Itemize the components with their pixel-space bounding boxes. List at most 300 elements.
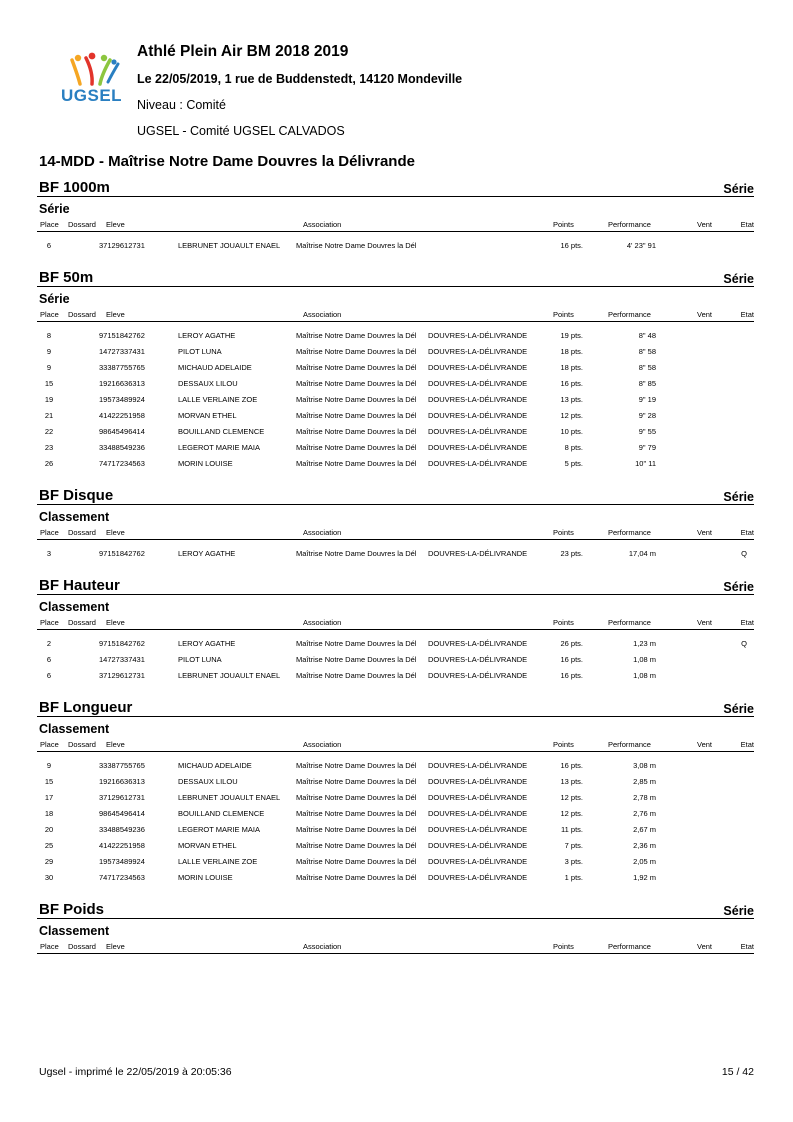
result-row	[37, 328, 754, 344]
cell-vent	[656, 424, 709, 440]
cell-vent	[656, 456, 709, 472]
cell-city: DOUVRES-LA-DÉLIVRANDE	[428, 639, 528, 648]
cell-city: DOUVRES-LA-DÉLIVRANDE	[428, 347, 528, 356]
cell-assoc: Maîtrise Notre Dame Douvres la Dél	[296, 857, 417, 866]
event-name: BF 1000m	[39, 179, 110, 196]
cell-city: DOUVRES-LA-DÉLIVRANDE	[428, 873, 528, 882]
column-header-performance: Performance	[608, 220, 651, 229]
cell-name: LEROY AGATHE	[178, 639, 236, 648]
cell-name: PILOT LUNA	[178, 347, 222, 356]
cell-place: 6	[46, 241, 52, 250]
cell-name: DESSAUX LILOU	[178, 379, 238, 388]
event-section	[37, 897, 754, 954]
event-name: BF Disque	[39, 487, 114, 504]
cell-vent	[656, 546, 709, 562]
cell-perf: 17,04 m	[628, 549, 656, 558]
cell-points: 16 pts.	[560, 655, 583, 664]
event-type: Série	[723, 580, 754, 594]
column-header-etat: Etat	[740, 528, 754, 537]
cell-vent	[656, 854, 709, 870]
cell-name: LEGEROT MARIE MAIA	[178, 443, 260, 452]
cell-dossard	[61, 790, 99, 806]
cell-city: DOUVRES-LA-DÉLIVRANDE	[428, 443, 528, 452]
cell-city: DOUVRES-LA-DÉLIVRANDE	[428, 379, 528, 388]
cell-place: 22	[44, 427, 54, 436]
result-row	[37, 652, 754, 668]
cell-dossard	[61, 668, 99, 684]
result-row	[37, 456, 754, 472]
column-header-vent: Vent	[697, 740, 713, 749]
competition-title: Athlé Plein Air BM 2018 2019	[137, 43, 349, 60]
event-section	[37, 483, 754, 562]
cell-city: DOUVRES-LA-DÉLIVRANDE	[428, 411, 528, 420]
column-header-eleve: Eleve	[106, 310, 125, 319]
column-header-dossard: Dossard	[68, 528, 96, 537]
page-header	[0, 0, 793, 150]
event-header	[37, 573, 754, 595]
cell-name: LEROY AGATHE	[178, 331, 236, 340]
cell-name: LEBRUNET JOUAULT ENAEL	[178, 793, 281, 802]
cell-name: BOUILLAND CLEMENCE	[178, 809, 265, 818]
column-header-performance: Performance	[608, 528, 651, 537]
club-title: 14-MDD - Maîtrise Notre Dame Douvres la Délivrande	[39, 153, 415, 170]
cell-id: 14727337431	[99, 655, 145, 664]
cell-assoc: Maîtrise Notre Dame Douvres la Dél	[296, 379, 417, 388]
cell-points: 10 pts.	[560, 427, 583, 436]
cell-assoc: Maîtrise Notre Dame Douvres la Dél	[296, 639, 417, 648]
competition-organizer: UGSEL - Comité UGSEL CALVADOS	[137, 124, 345, 138]
column-header-points: Points	[553, 528, 574, 537]
cell-etat	[709, 238, 747, 254]
competition-level: Niveau : Comité	[137, 98, 226, 112]
competition-date-location: Le 22/05/2019, 1 rue de Buddenstedt, 14120 Mondeville	[137, 72, 463, 86]
column-header-vent: Vent	[697, 618, 713, 627]
cell-vent	[656, 668, 709, 684]
cell-dossard	[61, 652, 99, 668]
cell-vent	[656, 440, 709, 456]
cell-assoc: Maîtrise Notre Dame Douvres la Dél	[296, 549, 417, 558]
result-row	[37, 806, 754, 822]
cell-city: DOUVRES-LA-DÉLIVRANDE	[428, 857, 528, 866]
cell-city: DOUVRES-LA-DÉLIVRANDE	[428, 395, 528, 404]
column-header-row	[37, 940, 754, 954]
cell-assoc: Maîtrise Notre Dame Douvres la Dél	[296, 363, 417, 372]
cell-perf: 2,85 m	[633, 777, 656, 786]
cell-etat	[709, 806, 747, 822]
cell-vent	[656, 360, 709, 376]
result-row	[37, 636, 754, 652]
cell-dossard	[61, 408, 99, 424]
cell-assoc: Maîtrise Notre Dame Douvres la Dél	[296, 411, 417, 420]
result-row	[37, 440, 754, 456]
result-row	[37, 344, 754, 360]
cell-place: 2	[46, 639, 52, 648]
column-header-place: Place	[40, 220, 59, 229]
cell-city: DOUVRES-LA-DÉLIVRANDE	[428, 793, 528, 802]
cell-etat	[709, 360, 747, 376]
cell-vent	[656, 870, 709, 886]
cell-assoc: Maîtrise Notre Dame Douvres la Dél	[296, 841, 417, 850]
cell-dossard	[61, 424, 99, 440]
column-header-row	[37, 526, 754, 540]
cell-city: DOUVRES-LA-DÉLIVRANDE	[428, 427, 528, 436]
column-header-place: Place	[40, 942, 59, 951]
cell-vent	[656, 838, 709, 854]
column-header-place: Place	[40, 740, 59, 749]
result-row	[37, 854, 754, 870]
cell-city: DOUVRES-LA-DÉLIVRANDE	[428, 841, 528, 850]
cell-etat	[709, 328, 747, 344]
cell-place: 6	[46, 671, 52, 680]
cell-place: 15	[44, 777, 54, 786]
cell-perf: 9" 79	[638, 443, 656, 452]
column-header-eleve: Eleve	[106, 740, 125, 749]
result-row	[37, 238, 754, 254]
cell-dossard	[61, 870, 99, 886]
round-title: Classement	[39, 722, 110, 736]
cell-points: 7 pts.	[564, 841, 583, 850]
event-section	[37, 573, 754, 684]
cell-points: 11 pts.	[561, 825, 583, 834]
cell-name: MORIN LOUISE	[178, 873, 233, 882]
cell-id: 19573489924	[99, 395, 145, 404]
column-header-vent: Vent	[697, 220, 713, 229]
cell-perf: 2,76 m	[633, 809, 656, 818]
cell-etat	[709, 344, 747, 360]
event-type: Série	[723, 490, 754, 504]
cell-id: 19216636313	[99, 379, 145, 388]
column-header-place: Place	[40, 528, 59, 537]
cell-name: PILOT LUNA	[178, 655, 222, 664]
cell-place: 9	[46, 363, 52, 372]
cell-id: 14727337431	[99, 347, 145, 356]
cell-vent	[656, 344, 709, 360]
column-header-association: Association	[303, 618, 342, 627]
cell-vent	[656, 328, 709, 344]
cell-name: LEBRUNET JOUAULT ENAEL	[178, 671, 281, 680]
cell-points: 16 pts.	[560, 379, 583, 388]
cell-place: 9	[46, 347, 52, 356]
event-type: Série	[723, 904, 754, 918]
result-row	[37, 546, 754, 562]
cell-etat	[709, 870, 747, 886]
cell-etat	[709, 790, 747, 806]
cell-points: 23 pts.	[560, 549, 583, 558]
cell-city: DOUVRES-LA-DÉLIVRANDE	[428, 363, 528, 372]
column-header-points: Points	[553, 942, 574, 951]
cell-city: DOUVRES-LA-DÉLIVRANDE	[428, 761, 528, 770]
event-name: BF 50m	[39, 269, 94, 286]
result-row	[37, 838, 754, 854]
ugsel-logo	[60, 52, 130, 108]
cell-dossard	[61, 456, 99, 472]
cell-dossard	[61, 546, 99, 562]
round-title: Série	[39, 202, 70, 216]
cell-perf: 9" 55	[638, 427, 656, 436]
cell-id: 98645496414	[99, 809, 145, 818]
cell-perf: 4' 23" 91	[626, 241, 656, 250]
cell-name: LEROY AGATHE	[178, 549, 236, 558]
cell-place: 26	[44, 459, 54, 468]
result-row	[37, 376, 754, 392]
cell-assoc: Maîtrise Notre Dame Douvres la Dél	[296, 443, 417, 452]
cell-vent	[656, 392, 709, 408]
cell-place: 18	[44, 809, 54, 818]
cell-points: 12 pts.	[560, 793, 583, 802]
cell-dossard	[61, 344, 99, 360]
cell-id: 74717234563	[99, 459, 145, 468]
cell-etat	[709, 408, 747, 424]
event-type: Série	[723, 182, 754, 196]
round-title: Classement	[39, 600, 110, 614]
cell-points: 16 pts.	[560, 241, 583, 250]
cell-etat	[709, 774, 747, 790]
cell-assoc: Maîtrise Notre Dame Douvres la Dél	[296, 427, 417, 436]
column-header-association: Association	[303, 740, 342, 749]
cell-points: 26 pts.	[560, 639, 583, 648]
column-header-row	[37, 218, 754, 232]
cell-assoc: Maîtrise Notre Dame Douvres la Dél	[296, 825, 417, 834]
cell-id: 98645496414	[99, 427, 145, 436]
cell-perf: 1,08 m	[633, 655, 656, 664]
result-row	[37, 822, 754, 838]
cell-dossard	[61, 838, 99, 854]
column-header-blank	[185, 308, 303, 321]
column-header-etat: Etat	[740, 740, 754, 749]
cell-city: DOUVRES-LA-DÉLIVRANDE	[428, 331, 528, 340]
cell-points: 19 pts.	[560, 331, 583, 340]
cell-points: 16 pts.	[560, 761, 583, 770]
cell-perf: 9" 19	[638, 395, 656, 404]
column-header-eleve: Eleve	[106, 942, 125, 951]
cell-id: 33488549236	[99, 825, 145, 834]
cell-assoc: Maîtrise Notre Dame Douvres la Dél	[296, 809, 417, 818]
cell-place: 21	[44, 411, 54, 420]
cell-name: LEBRUNET JOUAULT ENAEL	[178, 241, 281, 250]
cell-city: DOUVRES-LA-DÉLIVRANDE	[428, 809, 528, 818]
cell-name: MICHAUD ADELAIDE	[178, 761, 252, 770]
event-section	[37, 265, 754, 472]
column-header-association: Association	[303, 942, 342, 951]
cell-name: MORVAN ETHEL	[178, 841, 237, 850]
event-section	[37, 695, 754, 886]
cell-name: MORIN LOUISE	[178, 459, 233, 468]
cell-assoc: Maîtrise Notre Dame Douvres la Dél	[296, 873, 417, 882]
column-header-blank	[435, 526, 550, 539]
cell-vent	[656, 636, 709, 652]
cell-id: 37129612731	[99, 241, 145, 250]
cell-name: DESSAUX LILOU	[178, 777, 238, 786]
cell-etat	[709, 376, 747, 392]
cell-points: 18 pts.	[560, 363, 583, 372]
cell-name: MICHAUD ADELAIDE	[178, 363, 252, 372]
column-header-performance: Performance	[608, 618, 651, 627]
column-header-vent: Vent	[697, 942, 713, 951]
column-header-points: Points	[553, 310, 574, 319]
column-header-association: Association	[303, 528, 342, 537]
cell-assoc: Maîtrise Notre Dame Douvres la Dél	[296, 671, 417, 680]
cell-dossard	[61, 854, 99, 870]
cell-etat	[709, 652, 747, 668]
cell-perf: 1,92 m	[633, 873, 656, 882]
footer-printed: Ugsel - imprimé le 22/05/2019 à 20:05:36	[39, 1066, 232, 1078]
column-header-etat: Etat	[740, 618, 754, 627]
cell-city: DOUVRES-LA-DÉLIVRANDE	[428, 825, 528, 834]
cell-vent	[656, 652, 709, 668]
cell-perf: 3,08 m	[633, 761, 656, 770]
result-row	[37, 392, 754, 408]
cell-etat	[709, 758, 747, 774]
event-name: BF Poids	[39, 901, 105, 918]
cell-etat: Q	[741, 639, 747, 648]
cell-place: 19	[44, 395, 54, 404]
footer-page-number: 15 / 42	[721, 1066, 754, 1078]
column-header-association: Association	[303, 220, 342, 229]
column-header-etat: Etat	[740, 310, 754, 319]
logo-text: UGSEL	[61, 86, 123, 105]
cell-perf: 1,08 m	[633, 671, 656, 680]
cell-place: 6	[46, 655, 52, 664]
round-title: Série	[39, 292, 70, 306]
cell-id: 33488549236	[99, 443, 145, 452]
column-header-row	[37, 616, 754, 630]
cell-etat	[709, 838, 747, 854]
cell-place: 20	[44, 825, 54, 834]
cell-assoc: Maîtrise Notre Dame Douvres la Dél	[296, 347, 417, 356]
cell-points: 13 pts.	[560, 395, 583, 404]
cell-perf: 2,36 m	[633, 841, 656, 850]
column-header-vent: Vent	[697, 310, 713, 319]
column-header-blank	[435, 738, 550, 751]
cell-place: 15	[44, 379, 54, 388]
cell-id: 37129612731	[99, 671, 145, 680]
cell-etat	[709, 392, 747, 408]
cell-dossard	[61, 822, 99, 838]
cell-assoc: Maîtrise Notre Dame Douvres la Dél	[296, 777, 417, 786]
cell-vent	[656, 408, 709, 424]
column-header-row	[37, 738, 754, 752]
cell-id: 19216636313	[99, 777, 145, 786]
cell-id: 33387755765	[99, 363, 145, 372]
round-title: Classement	[39, 510, 110, 524]
cell-id: 41422251958	[99, 841, 145, 850]
column-header-dossard: Dossard	[68, 220, 96, 229]
cell-place: 30	[44, 873, 54, 882]
cell-assoc: Maîtrise Notre Dame Douvres la Dél	[296, 241, 417, 250]
cell-dossard	[61, 238, 99, 254]
cell-points: 12 pts.	[560, 411, 583, 420]
column-header-performance: Performance	[608, 310, 651, 319]
cell-vent	[656, 774, 709, 790]
cell-etat	[709, 440, 747, 456]
cell-vent	[656, 806, 709, 822]
cell-place: 25	[44, 841, 54, 850]
cell-assoc: Maîtrise Notre Dame Douvres la Dél	[296, 761, 417, 770]
column-header-vent: Vent	[697, 528, 713, 537]
column-header-blank	[435, 308, 550, 321]
cell-city: DOUVRES-LA-DÉLIVRANDE	[428, 655, 528, 664]
column-header-dossard: Dossard	[68, 942, 96, 951]
cell-perf: 8" 58	[638, 363, 656, 372]
cell-dossard	[61, 392, 99, 408]
column-header-points: Points	[553, 220, 574, 229]
result-row	[37, 870, 754, 886]
column-header-etat: Etat	[740, 220, 754, 229]
event-header	[37, 175, 754, 197]
column-header-eleve: Eleve	[106, 220, 125, 229]
column-header-etat: Etat	[740, 942, 754, 951]
cell-place: 23	[44, 443, 54, 452]
result-row	[37, 408, 754, 424]
event-header	[37, 483, 754, 505]
cell-points: 18 pts.	[560, 347, 583, 356]
cell-points: 3 pts.	[564, 857, 583, 866]
column-header-blank	[435, 616, 550, 629]
cell-points: 1 pts.	[564, 873, 583, 882]
cell-name: LALLE VERLAINE ZOE	[178, 857, 258, 866]
cell-perf: 9" 28	[638, 411, 656, 420]
cell-name: LEGEROT MARIE MAIA	[178, 825, 260, 834]
cell-city: DOUVRES-LA-DÉLIVRANDE	[428, 549, 528, 558]
cell-points: 16 pts.	[560, 671, 583, 680]
result-row	[37, 758, 754, 774]
cell-city: DOUVRES-LA-DÉLIVRANDE	[428, 777, 528, 786]
cell-id: 97151842762	[99, 639, 145, 648]
cell-dossard	[61, 440, 99, 456]
cell-place: 3	[46, 549, 52, 558]
cell-points: 5 pts.	[564, 459, 583, 468]
column-header-blank	[185, 738, 303, 751]
column-header-points: Points	[553, 740, 574, 749]
event-type: Série	[723, 702, 754, 716]
column-header-eleve: Eleve	[106, 618, 125, 627]
result-row	[37, 360, 754, 376]
cell-city	[428, 238, 543, 254]
cell-points: 12 pts.	[560, 809, 583, 818]
cell-assoc: Maîtrise Notre Dame Douvres la Dél	[296, 459, 417, 468]
cell-place: 9	[46, 761, 52, 770]
cell-etat	[709, 854, 747, 870]
event-name: BF Longueur	[39, 699, 133, 716]
cell-points: 8 pts.	[564, 443, 583, 452]
column-header-dossard: Dossard	[68, 740, 96, 749]
event-header	[37, 265, 754, 287]
column-header-dossard: Dossard	[68, 618, 96, 627]
event-name: BF Hauteur	[39, 577, 120, 594]
cell-name: LALLE VERLAINE ZOE	[178, 395, 258, 404]
cell-etat	[709, 822, 747, 838]
result-row	[37, 668, 754, 684]
cell-vent	[656, 822, 709, 838]
cell-city: DOUVRES-LA-DÉLIVRANDE	[428, 671, 528, 680]
cell-id: 74717234563	[99, 873, 145, 882]
column-header-eleve: Eleve	[106, 528, 125, 537]
column-header-association: Association	[303, 310, 342, 319]
cell-etat	[709, 668, 747, 684]
cell-place: 8	[46, 331, 52, 340]
cell-vent	[656, 238, 709, 254]
column-header-blank	[185, 218, 303, 231]
column-header-performance: Performance	[608, 740, 651, 749]
column-header-blank	[185, 526, 303, 539]
cell-assoc: Maîtrise Notre Dame Douvres la Dél	[296, 793, 417, 802]
cell-place: 29	[44, 857, 54, 866]
result-row	[37, 774, 754, 790]
column-header-dossard: Dossard	[68, 310, 96, 319]
cell-vent	[656, 790, 709, 806]
cell-etat: Q	[741, 549, 747, 558]
event-header	[37, 695, 754, 717]
